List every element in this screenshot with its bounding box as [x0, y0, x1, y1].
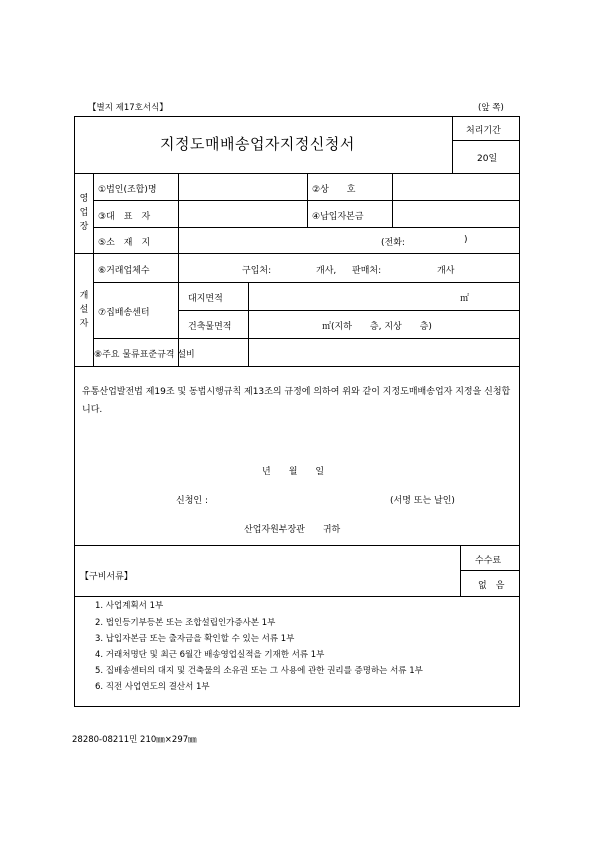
list-item: 3. 납입자본금 또는 출자금을 확인할 수 있는 서류 1부 — [95, 634, 295, 644]
operator-section-label: 영업장 — [79, 194, 89, 232]
recipient: 산업자원부장관 귀하 — [244, 525, 341, 535]
paid-in-capital-label: ④납입자본금 — [312, 212, 364, 222]
phone-label: (전화: — [381, 238, 405, 248]
building-area-detail: ㎡(지하 층, 지상 층) — [322, 322, 432, 332]
phone-close: ) — [464, 235, 468, 245]
list-item: 1. 사업계획서 1부 — [95, 601, 164, 611]
processing-period-value: 20일 — [477, 154, 498, 164]
land-area-label: 대지면적 — [188, 294, 223, 304]
print-spec: 28280-08211민 210㎜×297㎜ — [72, 735, 197, 745]
purchase-label: 구입처: — [242, 266, 272, 276]
fee-value: 없 음 — [478, 581, 505, 591]
partners-label: ⑥거래업체수 — [98, 266, 150, 276]
corp-name-label: ①법인(조합)명 — [98, 185, 157, 195]
application-date: 년 월 일 — [262, 467, 325, 477]
documents-header: 【구비서류】 — [80, 572, 133, 582]
equipment-label: ⑧주요 물류표준규격 설비 — [94, 350, 195, 360]
purchase-unit: 개사, — [316, 266, 337, 276]
building-area-label: 건축물면적 — [188, 322, 232, 332]
sales-label: 판매처: — [352, 266, 382, 276]
list-item: 5. 집배송센터의 대지 및 건축물의 소유권 또는 그 사용에 관한 권리를 증명하는 서류 1부 — [95, 666, 423, 676]
land-area-unit: ㎡ — [460, 294, 470, 304]
address-label: ⑤소 재 지 — [98, 238, 151, 248]
list-item: 4. 거래처명단 및 최근 6월간 배송영업실적을 기재한 서류 1부 — [95, 650, 325, 660]
processing-period-label: 처리기간 — [466, 126, 501, 136]
distribution-center-label: ⑦집배송센터 — [98, 308, 150, 318]
page-side-label: (앞 쪽) — [478, 103, 504, 113]
form-title: 지정도매배송업자지정신청서 — [160, 135, 355, 153]
applicant-label: 신청인 : — [176, 496, 208, 506]
list-item: 2. 법인등기부등본 또는 조합설립인가증사본 1부 — [95, 618, 276, 628]
sales-unit: 개사 — [437, 266, 455, 276]
application-statement: 유통산업발전법 제19조 및 동법시행규칙 제13조의 규정에 의하여 위와 같이 지정도매배송업자 지정을 신청합니다. — [82, 387, 511, 415]
establish-section-label: 개설자 — [79, 291, 89, 329]
representative-label: ③대 표 자 — [98, 212, 151, 222]
list-item: 6. 직전 사업연도의 결산서 1부 — [95, 682, 210, 692]
trade-name-label: ②상 호 — [312, 185, 356, 195]
form-number: 【별지 제17호서식】 — [88, 103, 168, 113]
signature-label: (서명 또는 날인) — [390, 496, 455, 506]
fee-label: 수수료 — [475, 556, 502, 566]
